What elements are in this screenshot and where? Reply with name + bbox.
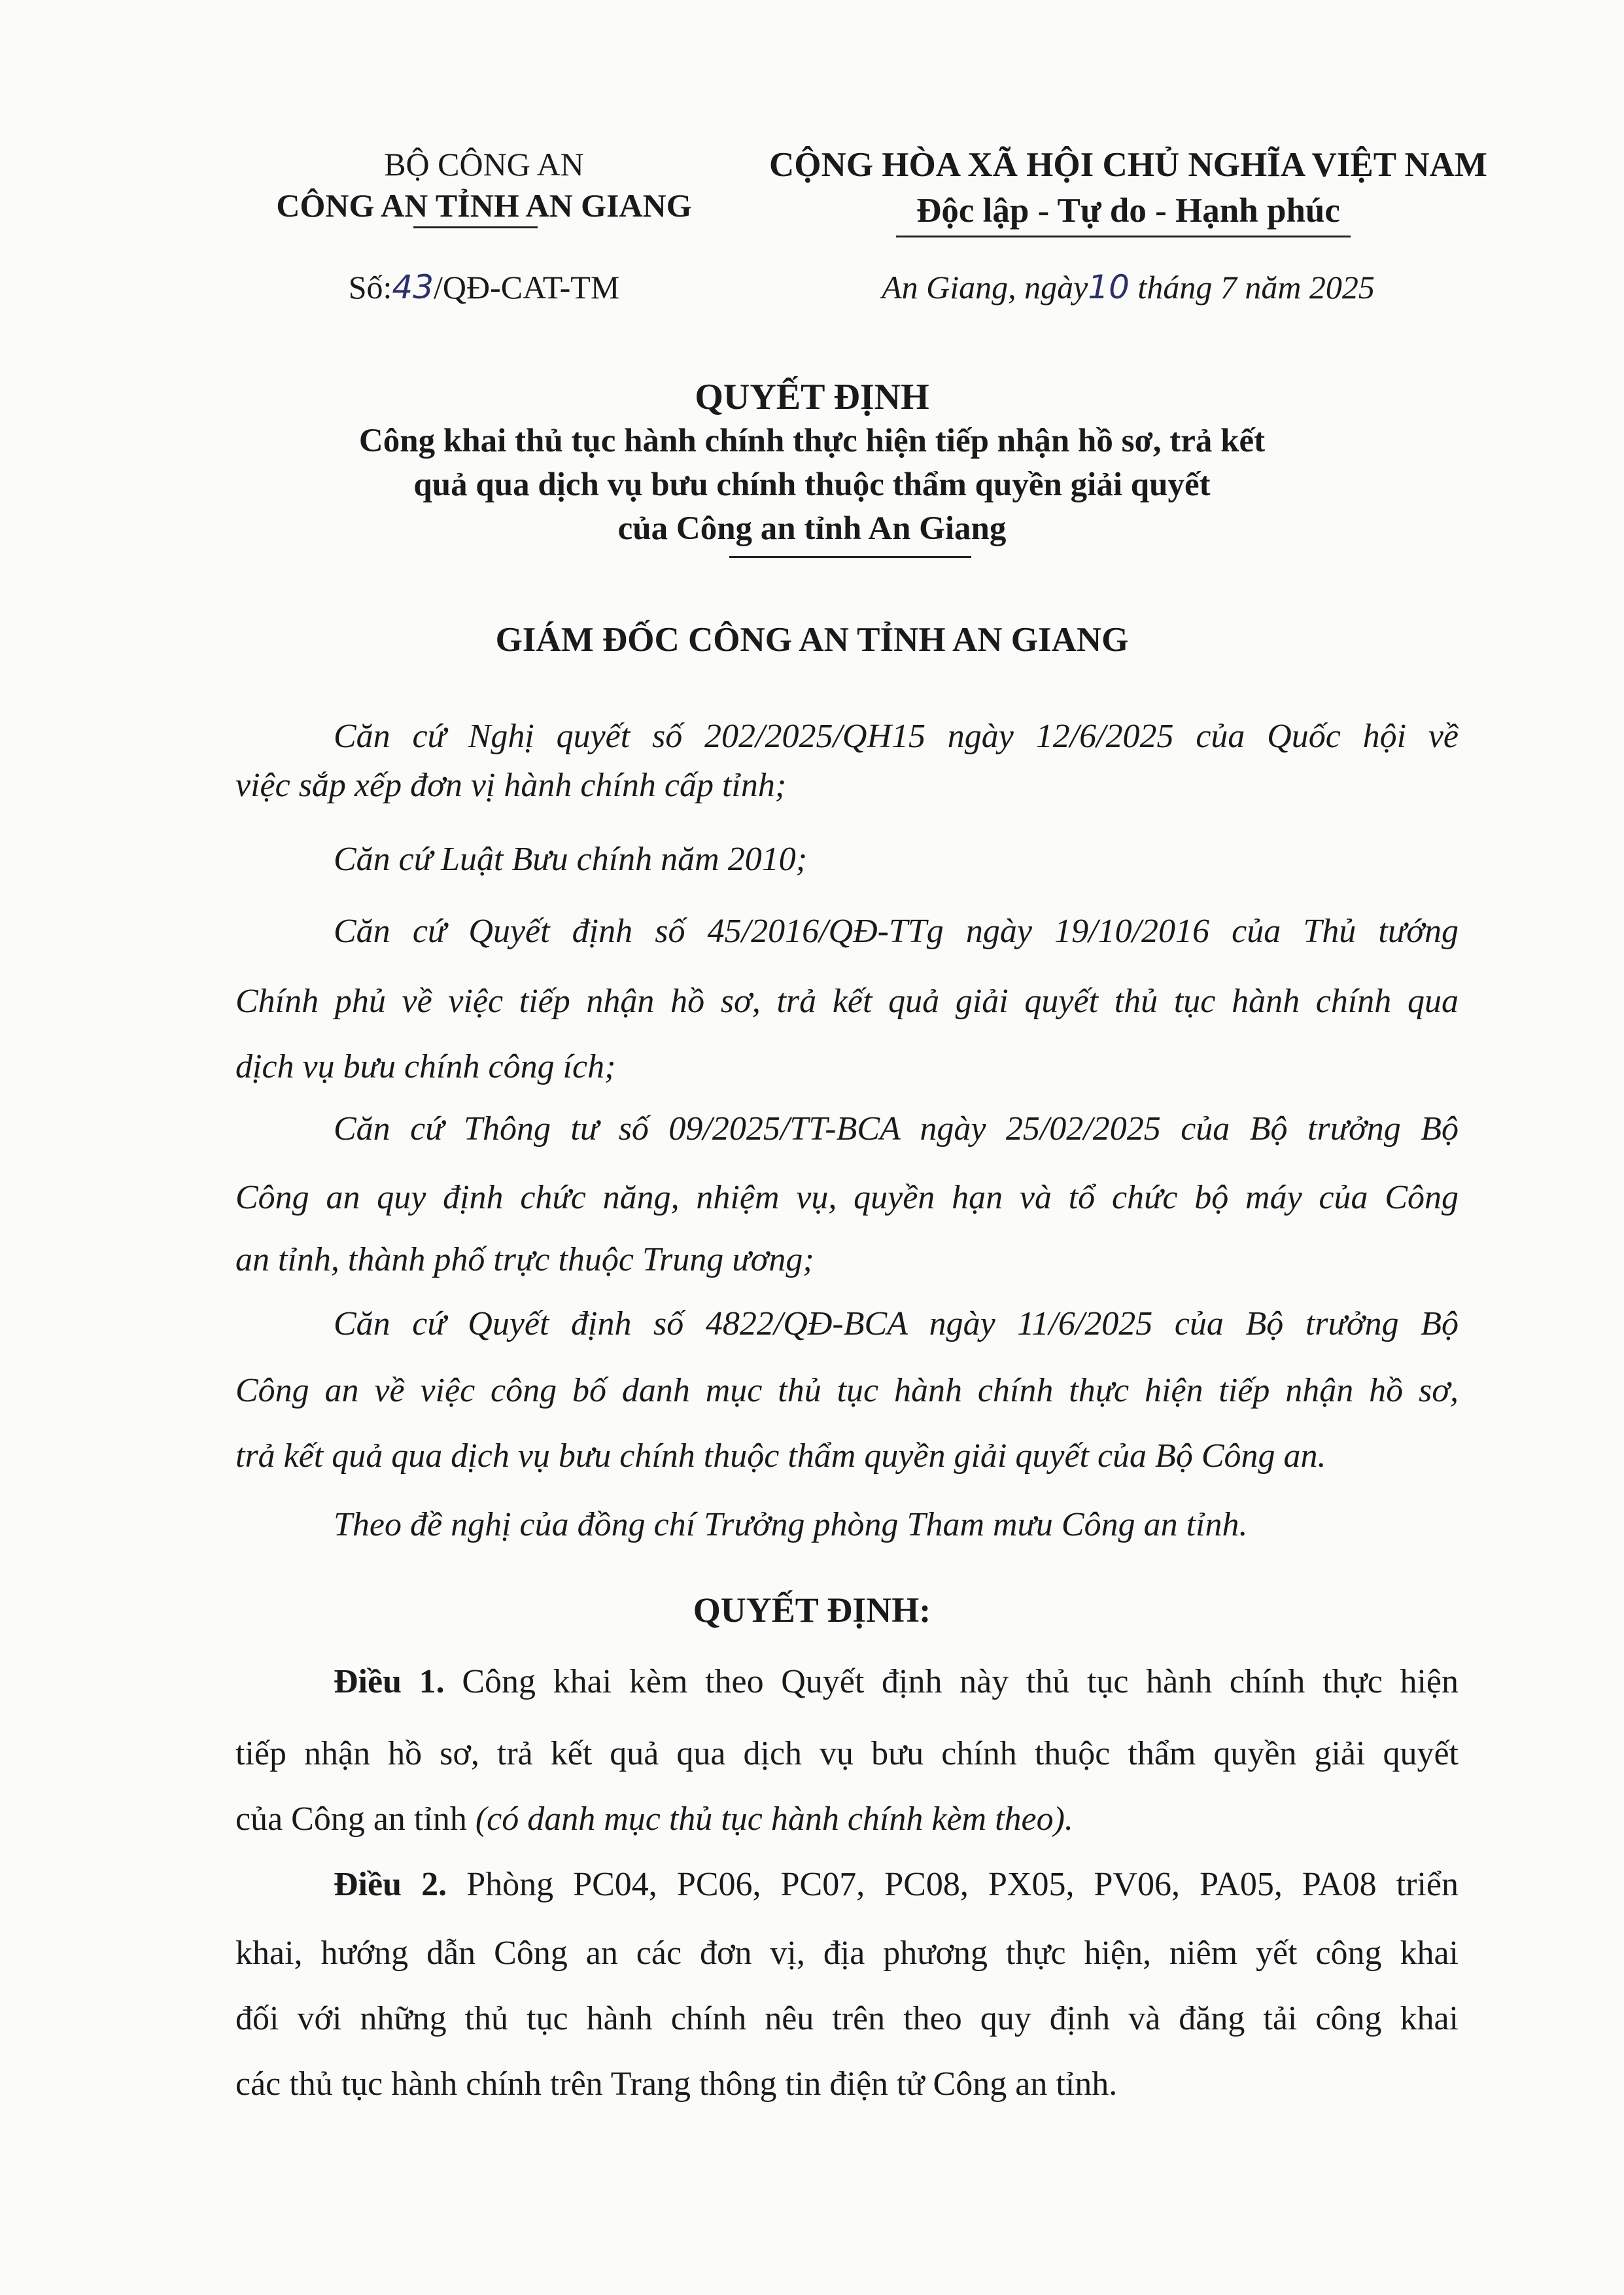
article-2-text: Phòng PC04, PC06, PC07, PC08, PX05, PV06, PA05, PA08 triển (447, 1866, 1459, 1903)
document-date (752, 268, 1504, 306)
article-1-text: Công khai kèm theo Quyết định này thủ tục hành chính thực hiện (444, 1663, 1459, 1700)
article-2-line: khai, hướng dẫn Công an các đơn vị, địa phương thực hiện, niêm yết công khai (235, 1935, 1459, 1972)
article-1-line: tiếp nhận hồ sơ, trả kết quả qua dịch vụ bưu chính thuộc thẩm quyền giải quyết (235, 1735, 1459, 1772)
preamble-line: an tỉnh, thành phố trực thuộc Trung ương; (235, 1241, 814, 1278)
article-1-note: (có danh mục thủ tục hành chính kèm theo). (475, 1800, 1073, 1838)
preamble-line: việc sắp xếp đơn vị hành chính cấp tỉnh; (235, 767, 787, 804)
article-1-text: của Công an tỉnh (235, 1800, 475, 1838)
preamble-line: Căn cứ Thông tư số 09/2025/TT-BCA ngày 25/02/2025 của Bộ trưởng Bộ (334, 1110, 1459, 1148)
preamble-line: Căn cứ Nghị quyết số 202/2025/QH15 ngày 12/6/2025 của Quốc hội về (334, 718, 1459, 755)
document-title: QUYẾT ĐỊNH (695, 377, 929, 417)
subtitle-line: quả qua dịch vụ bưu chính thuộc thẩm quyền giải quyết (413, 466, 1211, 503)
article-2-line: đối với những thủ tục hành chính nêu trên theo quy định và đăng tải công khai (235, 2000, 1459, 2037)
agency-name: CÔNG AN TỈNH AN GIANG (276, 187, 692, 224)
preamble-line: Công an quy định chức năng, nhiệm vụ, quyền hạn và tổ chức bộ máy của Công (235, 1179, 1459, 1216)
preamble-line: Căn cứ Quyết định số 45/2016/QĐ-TTg ngày 19/10/2016 của Thủ tướng (334, 913, 1459, 950)
number-prefix: Số: (348, 269, 392, 306)
subtitle-line: Công khai thủ tục hành chính thực hiện tiếp nhận hồ sơ, trả kết (358, 423, 1266, 459)
preamble-line: Công an về việc công bố danh mục thủ tục hành chính thực hiện tiếp nhận hồ sơ, (235, 1372, 1459, 1409)
subtitle-line: của Công an tỉnh An Giang (617, 510, 1007, 547)
preamble-line: trả kết quả qua dịch vụ bưu chính thuộc thẩm quyền giải quyết của Bộ Công an. (235, 1437, 1326, 1475)
issuing-authority: GIÁM ĐỐC CÔNG AN TỈNH AN GIANG (495, 621, 1129, 659)
article-1-label: Điều 1. (334, 1663, 445, 1700)
preamble-line: Chính phủ về việc tiếp nhận hồ sơ, trả kết quả giải quyết thủ tục hành chính qua (235, 983, 1459, 1020)
date-suffix: tháng 7 năm 2025 (1129, 269, 1375, 306)
date-prefix: An Giang, ngày (882, 269, 1088, 306)
date-handwritten: 10 (1088, 268, 1130, 306)
motto-underline (896, 236, 1351, 237)
article-1-line (334, 1665, 1459, 1699)
ministry-name: BỘ CÔNG AN (384, 146, 584, 183)
agency-underline (413, 226, 538, 228)
preamble-line: Căn cứ Quyết định số 4822/QĐ-BCA ngày 11/6/2025 của Bộ trưởng Bộ (334, 1305, 1459, 1342)
article-2-label: Điều 2. (334, 1866, 447, 1903)
decision-heading: QUYẾT ĐỊNH: (693, 1590, 931, 1630)
document-number (249, 268, 719, 306)
national-title: CỘNG HÒA XÃ HỘI CHỦ NGHĨA VIỆT NAM (769, 146, 1487, 184)
number-suffix: /QĐ-CAT-TM (434, 269, 620, 306)
number-handwritten: 43 (392, 268, 434, 306)
title-underline (729, 556, 971, 558)
article-1-line (235, 1802, 1459, 1836)
preamble-line: Theo đề nghị của đồng chí Trưởng phòng Tham mưu Công an tỉnh. (334, 1506, 1248, 1543)
article-2-line (334, 1868, 1459, 1902)
article-2-line: các thủ tục hành chính trên Trang thông tin điện tử Công an tỉnh. (235, 2065, 1118, 2103)
national-motto: Độc lập - Tự do - Hạnh phúc (916, 192, 1340, 230)
preamble-line: Căn cứ Luật Bưu chính năm 2010; (334, 841, 808, 878)
preamble-line: dịch vụ bưu chính công ích; (235, 1048, 616, 1085)
